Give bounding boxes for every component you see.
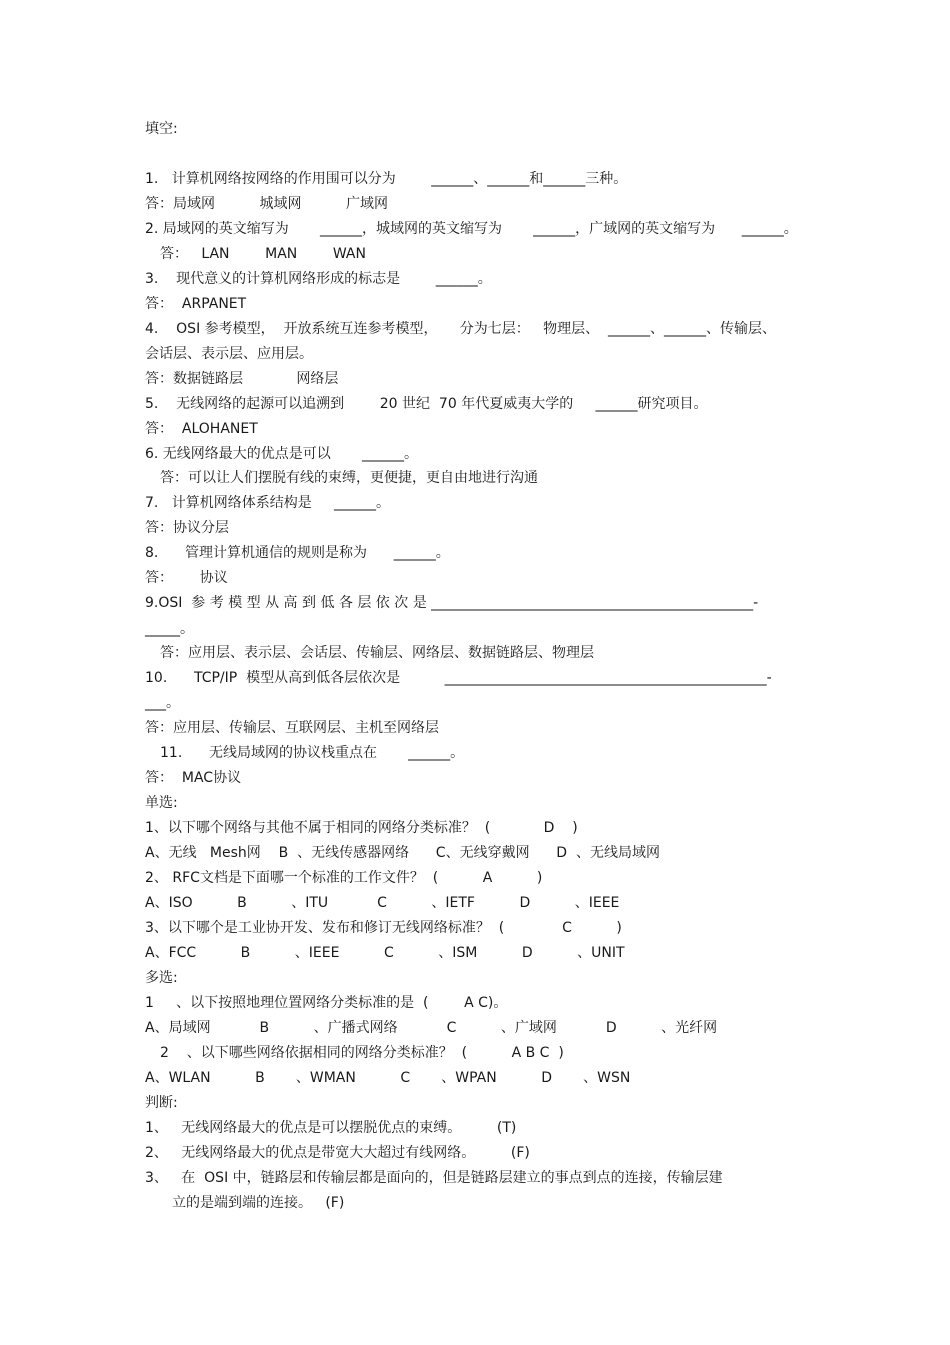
text-line: 1、 无线网络最大的优点是可以摆脱优点的束缚。 (T) xyxy=(145,1120,517,1136)
text-line: 多选: xyxy=(145,970,178,986)
text-line: 答： 协议 xyxy=(145,570,228,586)
text-line: 10. TCP/IP 模型从高到低各层依次是 ______________________________________________- xyxy=(145,670,772,686)
text-line: 11. 无线局域网的协议栈重点在 ______。 xyxy=(160,745,465,761)
text-line: 判断: xyxy=(145,1095,178,1111)
text-line: A、ISO B 、ITU C 、IETF D 、IEEE xyxy=(145,895,620,911)
text-line: 答：局域网 城域网 广域网 xyxy=(145,196,389,212)
text-line: _____。 xyxy=(145,621,194,637)
text-line: 答： ARPANET xyxy=(145,296,247,312)
text-line: 2、 RFC文档是下面哪一个标准的工作文件？ ( A ) xyxy=(145,870,543,886)
text-line: 6. 无线网络最大的优点是可以 ______。 xyxy=(145,446,418,462)
text-line: A、无线 Mesh网 B 、无线传感器网络 C、无线穿戴网 D 、无线局域网 xyxy=(145,845,660,861)
text-line: 7. 计算机网络体系结构是 ______。 xyxy=(145,495,390,511)
text-line: 3、 在 OSI 中，链路层和传输层都是面向的，但是链路层建立的事点到点的连接，传输层建 xyxy=(145,1170,723,1186)
text-line: 3. 现代意义的计算机网络形成的标志是 ______。 xyxy=(145,271,492,287)
text-line: 5. 无线网络的起源可以追溯到 20 世纪 70 年代夏威夷大学的 ______研究项目。 xyxy=(145,396,708,412)
text-line: 2. 局域网的英文缩写为 ______，城域网的英文缩写为 ______，广域网的英文缩写为 ______。 xyxy=(145,221,798,237)
text-line: A、FCC B 、IEEE C 、ISM D 、UNIT xyxy=(145,945,625,961)
text-line: 答：协议分层 xyxy=(145,520,229,536)
text-line: 答：数据链路层 网络层 xyxy=(145,371,339,387)
text-line: A、WLAN B 、WMAN C 、WPAN D 、WSN xyxy=(145,1070,631,1086)
text-line: 8. 管理计算机通信的规则是称为 ______。 xyxy=(145,545,450,561)
text-line: 会话层、表示层、应用层。 xyxy=(145,346,313,362)
text-line: A、局域网 B 、广播式网络 C 、广域网 D 、光纤网 xyxy=(145,1020,718,1036)
text-line: 答：可以让人们摆脱有线的束缚，更便捷，更自由地进行沟通 xyxy=(160,470,538,486)
text-line: 3、以下哪个是工业协开发、发布和修订无线网络标准？ ( C ) xyxy=(145,920,622,936)
text-line: 2、 无线网络最大的优点是带宽大大超过有线网络。 (F) xyxy=(145,1145,530,1161)
text-line: 答： MAC协议 xyxy=(145,770,242,786)
text-line: 立的是端到端的连接。 (F) xyxy=(172,1195,345,1211)
text-line: 单选: xyxy=(145,795,178,811)
text-line: 2 、以下哪些网络依据相同的网络分类标准？ ( A B C ) xyxy=(160,1045,564,1061)
text-line: 答：应用层、传输层、互联网层、主机至网络层 xyxy=(145,720,439,736)
text-line: 答：应用层、表示层、会话层、传输层、网络层、数据链路层、物理层 xyxy=(160,645,594,661)
text-line: 答： ALOHANET xyxy=(145,421,258,437)
text-line: 答： LAN MAN WAN xyxy=(160,246,366,262)
text-line: ___。 xyxy=(145,695,180,711)
text-line: 9.OSI 参 考 模 型 从 高 到 低 各 层 依 次 是 ______________________________________________- xyxy=(145,595,759,611)
text-line: 填空: xyxy=(145,121,178,137)
text-line: 1、以下哪个网络与其他不属于相同的网络分类标准？ ( D ) xyxy=(145,820,578,836)
text-line: 1. 计算机网络按网络的作用围可以分为 ______、______和______三种。 xyxy=(145,171,628,187)
text-line: 1 、以下按照地理位置网络分类标准的是 ( A C)。 xyxy=(145,995,508,1011)
text-line: 4. OSI 参考模型， 开放系统互连参考模型， 分为七层： 物理层、 ______、______、传输层、 xyxy=(145,321,777,337)
